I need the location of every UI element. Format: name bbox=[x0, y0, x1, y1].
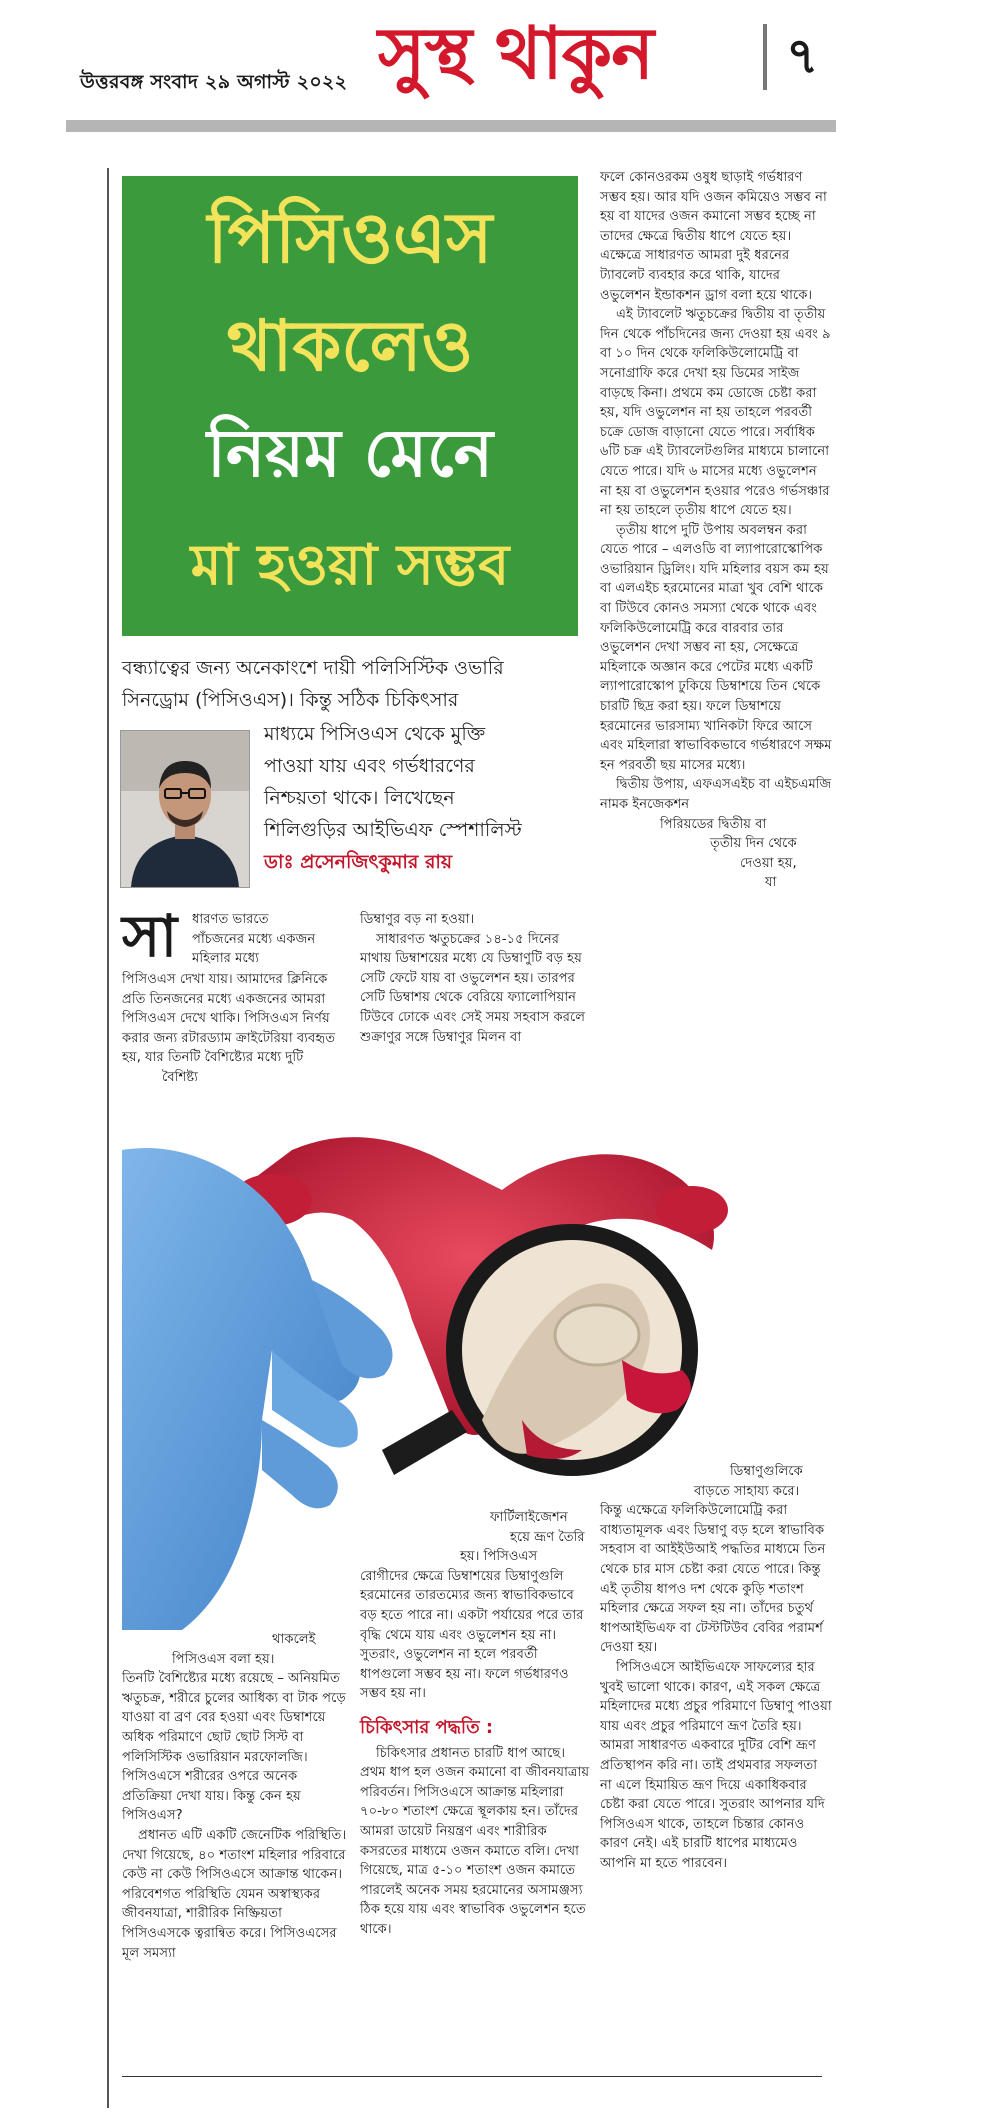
issue-date: উত্তরবঙ্গ সংবাদ ২৯ অগাস্ট ২০২২ bbox=[80, 71, 348, 93]
header-rule bbox=[66, 120, 836, 132]
text-line: পিসিওএস বলা হয়। bbox=[172, 1651, 275, 1667]
paragraph: পিসিওএস দেখা যায়। আমাদের ক্লিনিকে প্রতি তিনজনের মধ্যে একজনের আমরা পিসিওএস দেখে থাকি। পিসিওএস নির্ণয় করার জন্য রটারড্যাম ক্রাইটেরিয়া ব্যবহৃত হয়, যার তিনটি বৈশিষ্ট্যের মধ্যে দুটি bbox=[122, 972, 336, 1066]
col3-bottom bbox=[600, 1462, 832, 1873]
text-line: ফার্টিলাইজেশন bbox=[490, 1510, 568, 1525]
paragraph: এই ট্যাবলেট ঋতুচক্রের দ্বিতীয় বা তৃতীয় দিন থেকে পাঁচদিনের জন্য দেওয়া হয় এবং ৯ বা ১০ দিন থেকে ফলিকিউলোমেট্রি বা সনোগ্রাফি করে দেখা হয় ডিমের সাইজ বাড়ছে কিনা। প্রথমে কম ডোজে চেষ্টা করা হয়, যদি ওভুলেশন না হয় তাহলে পরবর্তী চক্রে ডোজ বাড়ানো যেতে পারে। সর্বাধিক ৬টি চক্র এই ট্যাবলেটগুলির মাধ্যমে চালানো যেতে পারে। যদি ৬ মাসের মধ্যে ওভুলেশন না হয় বা ওভুলেশন হওয়ার পরেও গর্ভসঞ্চার না হয় তাহলে তৃতীয় ধাপে যেতে হয়। bbox=[600, 307, 831, 519]
paragraph: রোগীদের ক্ষেত্রে ডিম্বাশয়ের ডিম্বাণুগুলি হরমোনের তারতম্যের জন্য স্বাভাবিকভাবে বড় হতে পারে না। একটা পর্যায়ের পরে তার বৃদ্ধি থেমে যায় এবং ওভুলেশন হয় না। সুতরাং, ওভুলেশন না হলে পরবর্তী ধাপগুলো সম্ভব হয় না। ফলে গর্ভধারণও সম্ভব হয় না। bbox=[360, 1568, 584, 1702]
text-line: তৃতীয় দিন থেকে bbox=[710, 836, 797, 852]
text-line: ধারণত ভারতে bbox=[192, 912, 269, 927]
headline-line-4: মা হওয়া সম্ভব bbox=[190, 533, 510, 598]
headline-line-1: পিসিওএস bbox=[207, 197, 493, 279]
headline-line-2: থাকলেও bbox=[226, 305, 474, 387]
paragraph: দ্বিতীয় উপায়, এফএসএইচ বা এইচএমজি নামক ইনজেকশন bbox=[600, 777, 832, 812]
text-line: যা bbox=[765, 875, 777, 891]
intro-text bbox=[122, 652, 582, 716]
paragraph: পিসিওএসে আইভিএফে সাফল্যের হার খুবই ভালো থাকে। কারণ, এই সকল ক্ষেত্রে মহিলাদের মধ্যে প্রচুর পরিমাণে ডিম্বাণু পাওয়া যায় এবং প্রচুর পরিমাণে ভ্রূণ তৈরি হয়। আমরা সাধারণত একবারে দুটির বেশি ভ্রূণ প্রতিস্থাপন করি না। তাই প্রথমবার সফলতা না এলে হিমায়িত ভ্রূণ দিয়ে একাধিকবার চেষ্টা করা যেতে পারে। সুতরাং আপনার যদি পিসিওএস থাকে, তাহলে চিন্তার কোনও কারণ নেই। এই চারটি ধাপের মাধ্যমেও আপনি মা হতে পারবেন। bbox=[600, 1659, 832, 1871]
drop-cap: সা bbox=[122, 902, 178, 970]
text-line: থাকলেই bbox=[272, 1632, 316, 1647]
col1-body bbox=[122, 970, 350, 1088]
intro-line: মাধ্যমে পিসিওএস থেকে মুক্তি bbox=[264, 723, 486, 745]
paragraph: চিকিৎসার প্রধানত চারটি ধাপ আছে। প্রথম ধাপ হল ওজন কমানো বা জীবনযাত্রায় পরিবর্তন। পিসিওএসে আক্রান্ত মহিলারা ৭০-৮০ শতাংশ ক্ষেত্রে স্থূলকায় হন। তাঁদের আমরা ডায়েট নিয়ন্ত্রণ এবং শারীরিক কসরতের মাধ্যমে ওজন কমাতে বলি। দেখা গিয়েছে, মাত্র ৫-১০ শতাংশ ওজন কমাতে পারলেই অনেক সময় হরমোনের অসামঞ্জস্য ঠিক হয়ে যায় এবং স্বাভাবিক ওভুলেশন হতে থাকে। bbox=[360, 1745, 590, 1937]
col2-bottom bbox=[360, 1508, 592, 1939]
text-line: মহিলার মধ্যে bbox=[192, 951, 259, 967]
text-line: হয়ে ভ্রূণ তৈরি bbox=[510, 1529, 585, 1545]
masthead-divider bbox=[763, 24, 767, 90]
paragraph: তিনটি বৈশিষ্ট্যের মধ্যে রয়েছে – অনিয়মিত ঋতুচক্র, শরীরে চুলের আধিক্য বা টাক পড়ে যাওয়া বা ব্রণ বের হওয়া এবং ডিম্বাশয়ে অধিক পরিমাণে ছোট ছোট সিস্ট বা পলিসিস্টিক ওভারিয়ান মরফোলজি। পিসিওএসে শরীরের ওপরে অনেক প্রতিক্রিয়া দেখা যায়। কিন্তু কেন হয় পিসিওএস? bbox=[122, 1671, 346, 1824]
footer-rule bbox=[122, 2076, 822, 2077]
headline-line-3: নিয়ম মেনে bbox=[206, 415, 494, 492]
section-title: সুস্থ থাকুন bbox=[378, 10, 654, 95]
col1-lead bbox=[192, 910, 352, 969]
col2-body bbox=[360, 910, 592, 1047]
paragraph: সাধারণত ঋতুচক্রের ১৪-১৫ দিনের মাথায় ডিম্বাশয়ের মধ্যে যে ডিম্বাণুটি বড় হয় সেটি ফেটে যায় বা ওভুলেশন হয়। তারপর সেটি ডিম্বাশয় থেকে বেরিয়ে ফ্যালোপিয়ান টিউবে ঢোকে এবং সেই সময় সহবাস করলে শুক্রাণুর সঙ্গে ডিম্বাণুর মিলন বা bbox=[360, 931, 586, 1045]
text-line: দেওয়া হয়, bbox=[740, 855, 797, 871]
col3-body bbox=[600, 168, 832, 893]
author-photo bbox=[120, 730, 250, 888]
text-line: হয়। পিসিওএস bbox=[460, 1549, 538, 1565]
text-line: বৈশিষ্ট্য bbox=[162, 1069, 198, 1085]
intro-line: পাওয়া যায় এবং গর্ভধারণের bbox=[264, 755, 475, 777]
subhead-treatment: চিকিৎসার পদ্ধতি : bbox=[360, 1716, 494, 1738]
paragraph: তৃতীয় ধাপে দুটি উপায় অবলম্বন করা যেতে পারে – এলওডি বা ল্যাপারোস্কোপিক ওভারিয়ান ড্রিলিং। যদি মহিলার বয়স কম হয় বা এলএইচ হরমোনের মাত্রা খুব বেশি থাকে বা টিউবে কোনও সমস্যা থেকে থাকে এবং ফলিকিউলোমেট্রি করে বারবার তার ওভুলেশন দেখা সম্ভব না হয়, সেক্ষেত্রে মহিলাকে অজ্ঞান করে পেটের মধ্যে একটি ল্যাপারোস্কোপ ঢুকিয়ে ডিম্বাশয়ে তিন থেকে চারটি ছিদ্র করা হয়। ফলে ডিম্বাশয়ে হরমোনের ভারসাম্য খানিকটা ফিরে আসে এবং মহিলারা স্বাভাবিকভাবে গর্ভধারণে সক্ষম হন পরবর্তী ছয় মাসের মধ্যে। bbox=[600, 522, 832, 773]
text-line: ডিম্বাণুগুলিকে bbox=[730, 1464, 803, 1479]
column-rule bbox=[107, 168, 109, 2108]
paragraph: কিন্তু এক্ষেত্রে ফলিকিউলোমেট্রি করা বাধ্যতামূলক এবং ডিম্বাণু বড় হলে স্বাভাবিক সহবাস বা আইইউআই পদ্ধতির মাধ্যমে তিন থেকে চার মাস চেষ্টা করা যেতে পারে। কিন্তু এই তৃতীয় ধাপও দশ থেকে কুড়ি শতাংশ মহিলার ক্ষেত্রে সফল হয় না। তাঁদের চতুর্থ ধাপআইভিএফ বা টেস্টটিউব বেবির পরামর্শ দেওয়া হয়। bbox=[600, 1503, 826, 1656]
headline-box bbox=[122, 176, 578, 636]
page-number: ৭ bbox=[786, 27, 819, 85]
col1-bottom bbox=[122, 1630, 350, 1963]
intro-continued bbox=[264, 718, 584, 846]
text-line: বাড়তে সাহায্য করে। bbox=[694, 1483, 800, 1499]
text-line: পাঁচজনের মধ্যে একজন bbox=[192, 931, 316, 947]
text-line: পিরিয়ডের দ্বিতীয় বা bbox=[660, 816, 767, 832]
intro-line: সিনড্রোম (পিসিওএস)। কিন্তু সঠিক চিকিৎসার bbox=[122, 689, 459, 711]
paragraph: ডিম্বাণুর বড় না হওয়া। bbox=[360, 912, 475, 927]
paragraph: ফলে কোনওরকম ওষুধ ছাড়াই গর্ভধারণ সম্ভব হয়। আর যদি ওজন কমিয়েও সম্ভব না হয় বা যাদের ওজন কমানো সম্ভব হচ্ছে না তাদের ক্ষেত্রে দ্বিতীয় ধাপে যেতে হয়। এক্ষেত্রে সাধারণত আমরা দুই ধরনের ট্যাবলেট ব্যবহার করে থাকি, যাদের ওভুলেশন ইন্ডাকশন ড্রাগ বলা হয়ে থাকে। bbox=[600, 170, 827, 303]
intro-line: বন্ধ্যাত্বের জন্য অনেকাংশে দায়ী পলিসিস্টিক ওভারি bbox=[122, 657, 504, 679]
intro-line: নিশ্চয়তা থাকে। লিখেছেন bbox=[264, 787, 455, 809]
intro-line: শিলিগুড়ির আইভিএফ স্পেশালিস্ট bbox=[264, 819, 522, 841]
author-name: ডাঃ প্রসেনজিৎকুমার রায় bbox=[264, 851, 453, 873]
paragraph: প্রধানত এটি একটি জেনেটিক পরিস্থিতি। দেখা গিয়েছে, ৪০ শতাংশ মহিলার পরিবারে কেউ না কেউ পিসিওএসে আক্রান্ত থাকেন। পরিবেশগত পরিস্থিতি যেমন অস্বাস্থ্যকর জীবনযাত্রা, শারীরিক নিষ্ক্রিয়তা পিসিওএসকে ত্বরান্বিত করে। পিসিওএসের মূল সমস্যা bbox=[122, 1827, 347, 1961]
